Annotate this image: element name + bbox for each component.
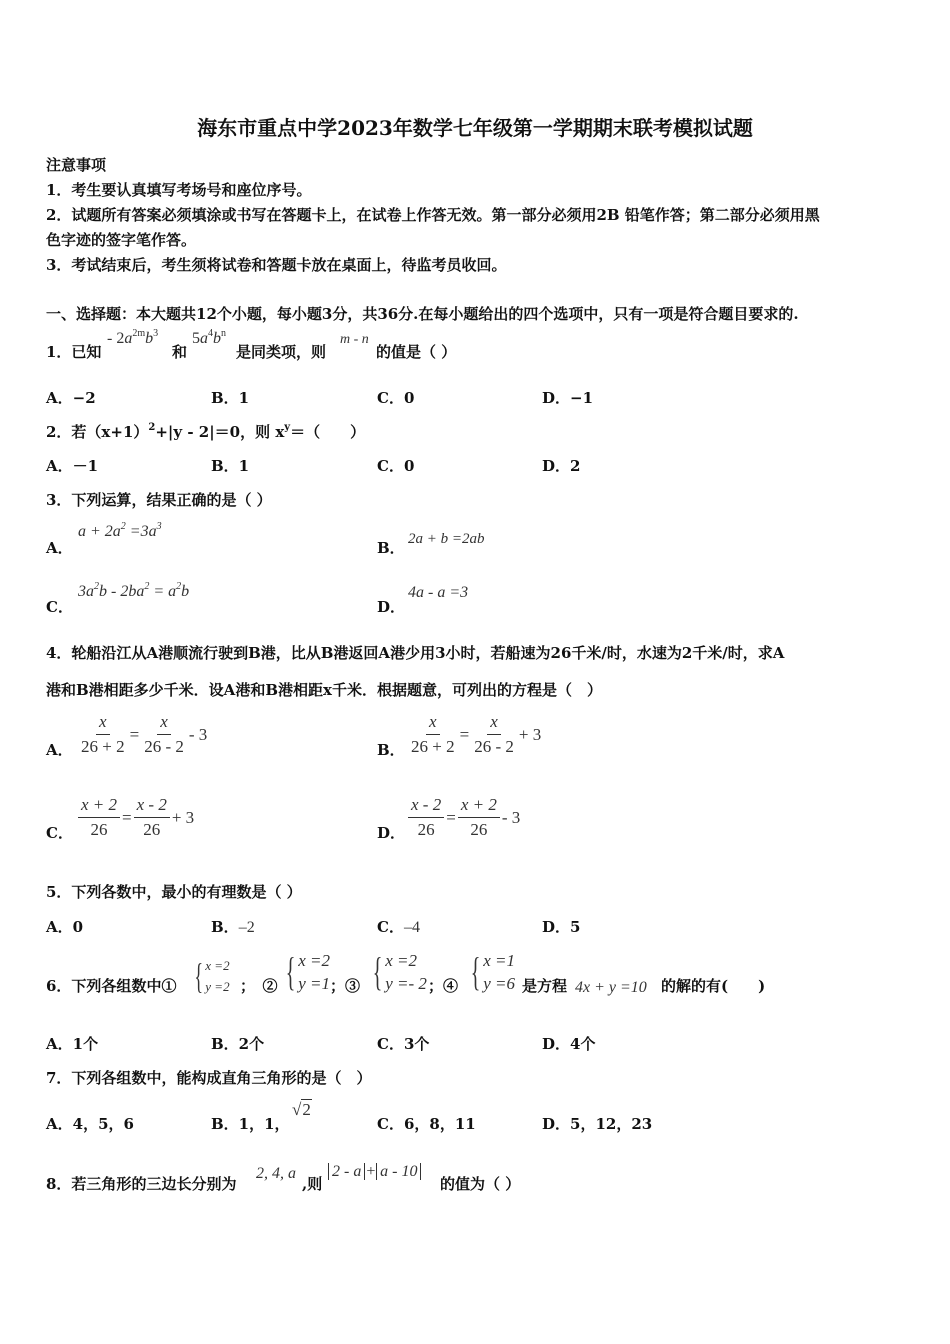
q4-label-b: B．: [377, 741, 405, 759]
q5-option-b: B．–2: [211, 918, 255, 936]
q1-expression: m - n: [340, 332, 369, 347]
q8-prefix: 8．若三角形的三边长分别为: [46, 1175, 237, 1193]
notice-item-1: 1．考生要认真填写考场号和座位序号。: [46, 181, 312, 199]
q6-mid: 是方程: [522, 977, 568, 995]
q6-equation: 4x + y =10: [575, 979, 647, 996]
q8-sides: 2, 4, a: [256, 1165, 296, 1182]
q7-sqrt-2: √2: [292, 1100, 311, 1119]
q2-option-a: A．－1: [46, 457, 99, 475]
q7-option-a: A．4，5，6: [46, 1115, 134, 1133]
q7-stem: 7．下列各组数中，能构成直角三角形的是（ ）: [46, 1069, 372, 1087]
q7-option-d: D．5，12，23: [542, 1115, 653, 1133]
q7-option-c: C．6，8，11: [377, 1115, 476, 1133]
q6-system-4: { x =1 y =6: [470, 949, 515, 994]
q5-option-a: A．0: [46, 918, 84, 936]
q4-label-c: C．: [46, 824, 73, 842]
q8-expression: 2 - a + a - 10: [328, 1163, 421, 1181]
q6-sep-1: ； ②: [240, 977, 278, 995]
q6-option-b: B．2个: [211, 1035, 265, 1053]
q6-system-1: { x =2 y =2: [194, 956, 230, 996]
q3-option-d-expr: 4a - a =3: [408, 584, 469, 601]
q3-stem: 3．下列运算，结果正确的是（ ）: [46, 491, 272, 509]
q4-label-d: D．: [377, 824, 406, 842]
q4-option-c-equation: $\frac{x + 2}{26}$ = $\frac{x - 2}{26}$ + 3: [76, 795, 194, 840]
q1-monomial-2: $5a^4b^n$: [192, 328, 226, 347]
q5-option-d: D．5: [542, 918, 581, 936]
q3-label-b: B．: [377, 539, 405, 557]
q8-comma: ,则: [302, 1175, 323, 1193]
q6-system-3: { x =2 y =- 2: [372, 949, 427, 994]
q1-option-c: C．0: [377, 389, 415, 407]
q6-option-a: A．1个: [46, 1035, 99, 1053]
q6-sep-3: ；④: [428, 977, 459, 995]
page-title: 海东市重点中学2023年数学七年级第一学期期末联考模拟试题: [197, 116, 753, 140]
q1-option-b: B．1: [211, 389, 250, 407]
notice-item-2-cont: 色字迹的签字笔作答。: [46, 231, 197, 249]
q3-option-c-expr: $3a^2b - 2ba^2 = a^2b$: [78, 581, 190, 600]
notice-item-3: 3．考试结束后，考生须将试卷和答题卡放在桌面上，待监考员收回。: [46, 256, 507, 274]
q1-prefix: 1．已知: [46, 343, 102, 361]
notice-heading: 注意事项: [46, 156, 107, 174]
q1-and: 和: [172, 343, 188, 361]
q2-stem: 2．若$(x+1)^2+|y - 2|=0$，则 $x^y=$（ ）: [46, 422, 366, 441]
q7-option-b: B．1，1，: [211, 1115, 290, 1133]
q1-option-d: D．−1: [542, 389, 594, 407]
q3-option-a-expr: $a + 2a^2 =3a^3$: [78, 521, 162, 540]
q6-option-c: C．3个: [377, 1035, 430, 1053]
q1-mid: 是同类项，则: [236, 343, 327, 361]
q3-label-c: C．: [46, 598, 73, 616]
q6-stem: 6．下列各组数中①: [46, 977, 177, 995]
q3-label-a: A．: [46, 539, 73, 557]
q6-sep-2: ；③: [330, 977, 361, 995]
q1-option-a: A．−2: [46, 389, 96, 407]
q6-suffix: 的解的有( ): [661, 977, 766, 995]
q8-suffix: 的值为（ ）: [440, 1175, 521, 1193]
q5-stem: 5．下列各数中，最小的有理数是（ ）: [46, 883, 302, 901]
q1-suffix: 的值是（ ）: [376, 343, 457, 361]
q4-label-a: A．: [46, 741, 73, 759]
q4-option-d-equation: $\frac{x - 2}{26}$ = $\frac{x + 2}{26}$ - 3: [406, 795, 520, 840]
q2-option-c: C．0: [377, 457, 415, 475]
q1-monomial-1: - $2a^{2m}b^3$: [107, 328, 159, 347]
q4-stem-line-1: 4．轮船沿江从A港顺流行驶到B港，比从B港返回A港少用3小时，若船速为26千米/时，水速为2千米/时，求A: [46, 644, 785, 662]
q4-stem-line-2: 港和B港相距多少千米．设A港和B港相距x千米．根据题意，可列出的方程是（ ）: [46, 681, 602, 699]
q6-option-d: D．4个: [542, 1035, 596, 1053]
q2-option-d: D．2: [542, 457, 581, 475]
q3-label-d: D．: [377, 598, 406, 616]
q3-option-b-expr: 2a + b =2ab: [408, 531, 485, 547]
q6-system-2: { x =2 y =1: [285, 949, 330, 994]
q5-option-c: C．–4: [377, 918, 420, 936]
q4-option-a-equation: $\frac{x}{26 + 2}$ = $\frac{x}{26 - 2}$ - 3: [81, 712, 208, 756]
section-heading: 一、选择题：本大题共12个小题，每小题3分，共36分.在每小题给出的四个选项中，只有一项是符合题目要求的.: [46, 305, 799, 323]
q2-option-b: B．1: [211, 457, 250, 475]
q4-option-b-equation: $\frac{x}{26 + 2}$ = $\frac{x}{26 - 2}$ + 3: [411, 712, 542, 756]
notice-item-2: 2．试题所有答案必须填涂或书写在答题卡上，在试卷上作答无效。第一部分必须用2B 铅笔作答；第二部分必须用黑: [46, 206, 820, 224]
